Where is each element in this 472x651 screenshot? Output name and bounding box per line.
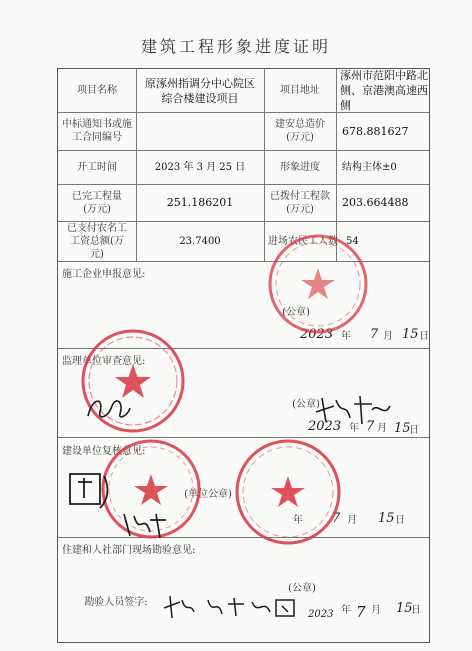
progress-value: 结构主体±0 <box>342 161 397 173</box>
builder-seal-label: (单位公章) <box>184 488 232 500</box>
hrss-year-unit: 年 <box>341 604 351 616</box>
contractor-month-unit: 月 <box>383 330 393 342</box>
builder-year-unit: 年 <box>293 514 303 526</box>
builder-signature-2 <box>120 508 170 540</box>
contractor-year: 2023 <box>300 327 334 342</box>
builder-opinion-label: 建设单位复核意见: <box>62 446 146 457</box>
hrss-year: 2023 <box>308 609 334 620</box>
supervisor-signature <box>84 392 134 424</box>
hrss-month: 7 <box>356 603 366 621</box>
total-cost-value: 678.881627 <box>342 124 409 138</box>
supervisor-year: 2023 <box>308 419 342 434</box>
completed-amount-value: 251.186201 <box>166 196 234 209</box>
contract-number-value <box>136 112 264 150</box>
workers-count-value: 54 <box>346 235 359 247</box>
document-title: 建筑工程形象进度证明 <box>140 37 331 56</box>
contractor-opinion-label: 施工企业申报意见: <box>62 269 146 280</box>
contractor-day: 15 <box>402 327 419 342</box>
workers-count-label: 进场农民工人数 <box>268 235 338 247</box>
project-address-label: 项目地址 <box>280 85 320 96</box>
builder-month-unit: 月 <box>347 514 357 526</box>
builder-day-unit: 日 <box>395 514 405 526</box>
supervisor-month-unit: 月 <box>377 422 387 434</box>
hrss-month-unit: 月 <box>371 604 381 616</box>
hrss-seal-label: (公章) <box>288 582 316 594</box>
builder-month: 7 <box>332 511 341 526</box>
project-name-value: 原涿州指调分中心院区综合楼建设项目 <box>145 76 255 105</box>
supervisor-day: 15 <box>394 421 411 436</box>
paid-amount-value: 203.664488 <box>342 196 409 209</box>
finance-seal-stamp <box>232 436 344 548</box>
contractor-month: 7 <box>370 327 379 342</box>
contractor-seal-stamp <box>266 232 370 336</box>
builder-day: 15 <box>378 511 395 526</box>
contract-number-label: 中标通知书或施工合同编号 <box>62 119 132 143</box>
wage-total-label: 已支付农名工工资总额(万元) <box>67 222 127 260</box>
total-cost-label: 建安总造价(万元) <box>275 119 325 143</box>
wage-total-value: 23.7400 <box>179 235 221 247</box>
progress-label: 形象进度 <box>280 161 320 173</box>
paid-amount-label: 已拨付工程款(万元) <box>270 190 330 215</box>
builder-signature-1 <box>64 466 114 510</box>
contractor-day-unit: 日 <box>419 330 429 342</box>
supervisor-director-signature <box>312 392 392 428</box>
hrss-day-unit: 日 <box>411 604 421 616</box>
project-address-value: 涿州市范阳中路北侧、京港澳高速西侧 <box>340 69 428 112</box>
hrss-day: 15 <box>396 601 413 616</box>
supervisor-month: 7 <box>366 419 375 434</box>
supervisor-opinion-label: 监理单位审查意见: <box>62 356 146 367</box>
supervisor-year-unit: 年 <box>349 422 359 434</box>
supervisor-seal-label: (公章) <box>292 398 320 410</box>
inspector-signatures <box>160 594 310 620</box>
hrss-opinion-label: 住建和人社部门现场勘验意见: <box>62 545 196 556</box>
supervisor-day-unit: 日 <box>409 424 419 436</box>
contractor-year-unit: 年 <box>341 330 351 342</box>
inspector-signature-label: 勘验人员签字: <box>84 596 148 608</box>
start-date-label: 开工时间 <box>77 161 117 173</box>
contractor-seal-label: (公章) <box>282 306 310 318</box>
completed-amount-label: 已完工程量(万元) <box>72 190 122 215</box>
project-name-label: 项目名称 <box>77 85 117 96</box>
start-date-value: 2023 年 3 月 25 日 <box>154 161 246 173</box>
